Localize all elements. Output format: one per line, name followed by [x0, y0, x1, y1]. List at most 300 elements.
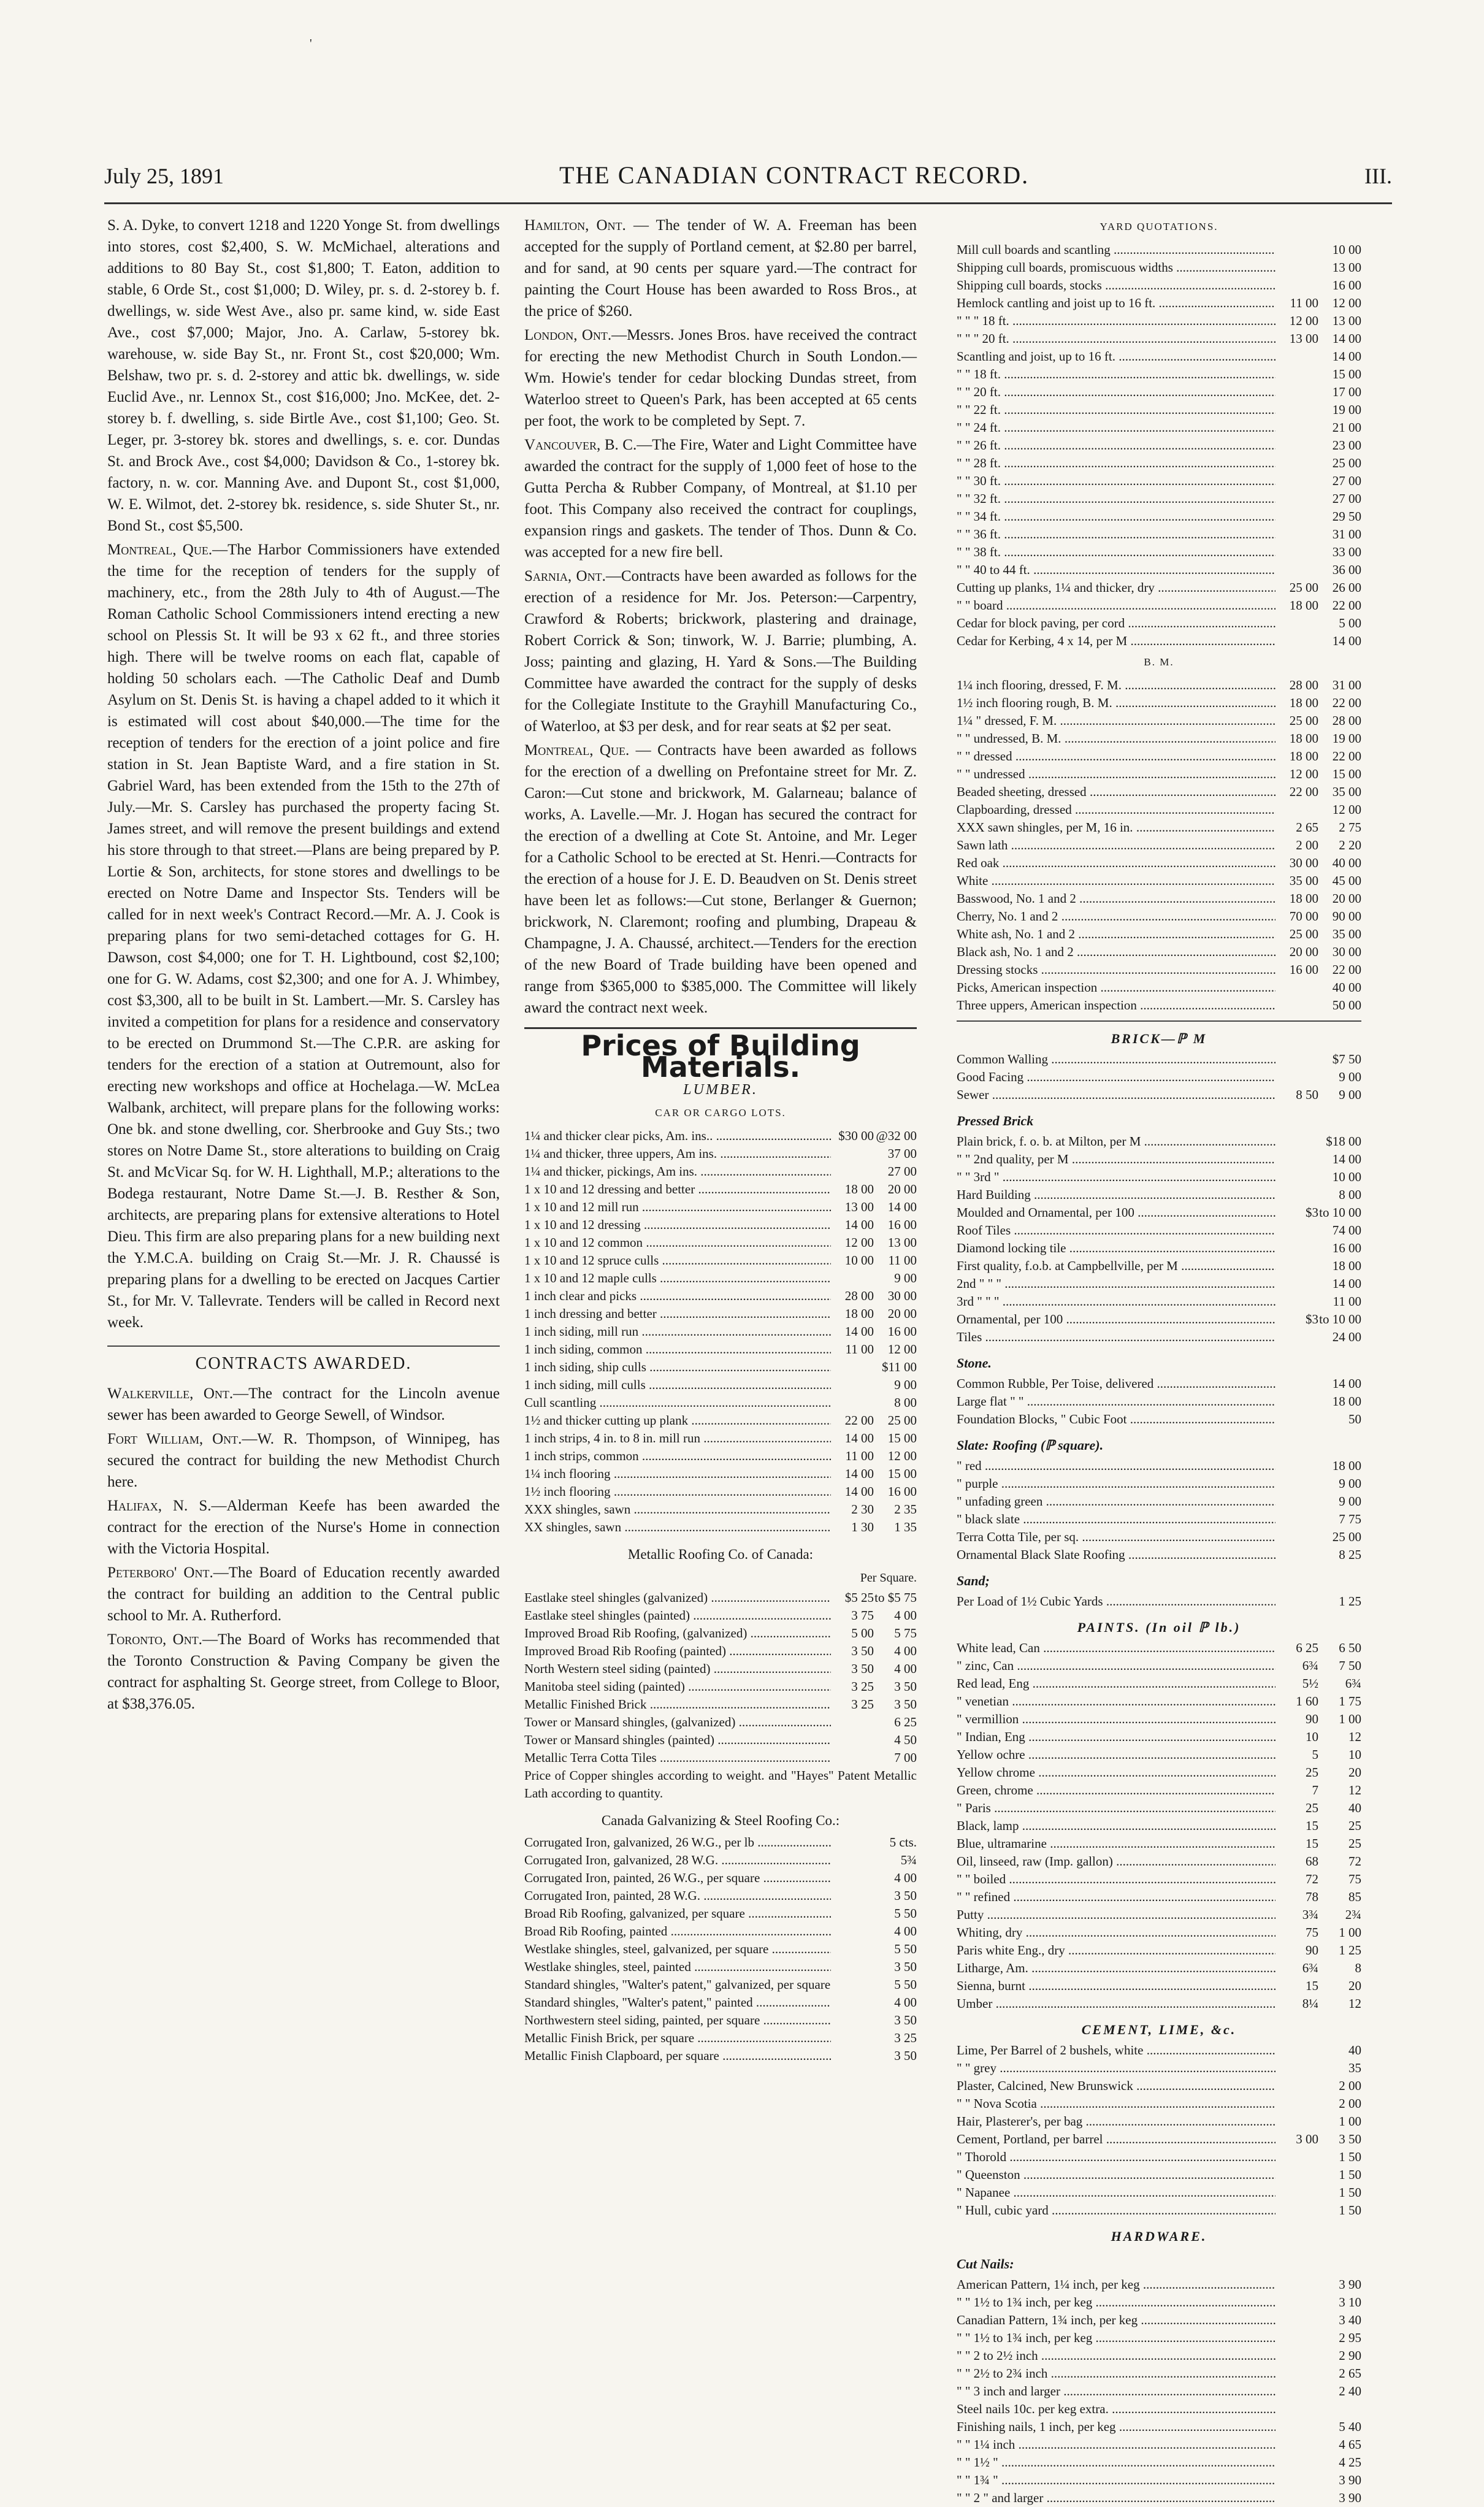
page-number: III.	[1364, 164, 1392, 188]
price-high: 20 00	[887, 1306, 917, 1321]
price-row	[524, 1696, 917, 1713]
price-low	[1276, 1239, 1318, 1257]
price-high: 28 00	[1332, 713, 1361, 728]
dateline: Fort William, Ont.	[107, 1431, 242, 1447]
price-row	[957, 2436, 1361, 2454]
paragraph-text: —The Board of Works has recommended that the Toronto Construction & Paving Company be given the contract for asphalting St. George street, from College to Bloor, at $38,376.05.	[107, 1631, 500, 1712]
price-row	[957, 1311, 1361, 1328]
item-description: " " boiled .....	[957, 1870, 1276, 1888]
price-low: 7	[1312, 1783, 1318, 1797]
item-description: Yellow ochre .....	[957, 1746, 1276, 1764]
item-description: 1¼ and thicker clear picks, Am. ins.. .....	[524, 1127, 831, 1145]
price-low: 22 00	[1289, 784, 1318, 799]
price-low: 5	[1312, 1747, 1318, 1762]
price-high: 27 00	[1332, 473, 1361, 488]
price-row	[957, 1168, 1361, 1186]
galvanizing-heading: Canada Galvanizing & Steel Roofing Co.:	[601, 1813, 840, 1828]
price-row	[957, 1799, 1361, 1817]
price-high: 8 00	[1339, 1187, 1361, 1202]
brick-heading: BRICK—ℙ M	[1111, 1031, 1207, 1046]
price-high: 4 65	[1339, 2437, 1361, 2452]
item-description: " Indian, Eng .....	[957, 1728, 1276, 1746]
price-row	[524, 1412, 917, 1430]
price-row	[957, 961, 1361, 979]
sand-heading: Sand;	[957, 1573, 990, 1588]
price-low: 1 60	[1296, 1694, 1318, 1709]
price-row	[957, 997, 1361, 1014]
price-low	[831, 1358, 874, 1376]
price-high: 25	[1348, 1836, 1361, 1851]
price-row	[957, 579, 1361, 597]
dateline: Toronto, Ont.	[107, 1631, 202, 1648]
price-low: 5 00	[851, 1626, 874, 1640]
price-row	[957, 1239, 1361, 1257]
price-high: 31 00	[1332, 678, 1361, 692]
price-row	[957, 472, 1361, 490]
price-row	[957, 1457, 1361, 1475]
price-low	[1276, 801, 1318, 819]
news-paragraph	[524, 324, 917, 432]
price-high: 40	[1348, 1801, 1361, 1815]
price-high: 22 00	[1332, 962, 1361, 977]
price-high: 9 00	[894, 1271, 917, 1285]
price-high: 15 00	[887, 1431, 917, 1445]
news-paragraph	[107, 1495, 500, 1560]
price-high: 22 00	[1332, 749, 1361, 764]
price-row	[957, 1275, 1361, 1293]
item-description: Metallic Finish Clapboard, per square .....	[524, 2047, 831, 2065]
item-description: " " 2 " and larger .....	[957, 2489, 1276, 2507]
price-high: 26 00	[1332, 580, 1361, 595]
item-description: 1 inch strips, common .....	[524, 1447, 831, 1465]
price-high: 3 90	[1339, 2473, 1361, 2487]
price-low: 3 50	[851, 1644, 874, 1658]
price-row	[957, 454, 1361, 472]
price-high: 22 00	[1332, 598, 1361, 613]
item-description: Westlake shingles, steel, painted .....	[524, 1958, 831, 1976]
price-high: $11 00	[882, 1360, 917, 1374]
issue-date: July 25, 1891	[104, 164, 224, 188]
hardware-heading: HARDWARE.	[1111, 2229, 1207, 2244]
price-high: 7 00	[894, 1750, 917, 1765]
price-high: 14 00	[1332, 633, 1361, 648]
price-row	[957, 1675, 1361, 1693]
price-high: 2 95	[1339, 2330, 1361, 2345]
lumber-heading: LUMBER.	[683, 1082, 758, 1098]
price-row	[957, 890, 1361, 908]
price-low	[1276, 401, 1318, 419]
item-description: " Paris .....	[957, 1799, 1276, 1817]
item-description: Blue, ultramarine .....	[957, 1835, 1276, 1853]
item-description: Cull scantling .....	[524, 1394, 831, 1412]
price-high: 12	[1348, 1783, 1361, 1797]
item-description: " " 22 ft. .....	[957, 401, 1276, 419]
item-description: XXX sawn shingles, per M, 16 in. .....	[957, 819, 1276, 836]
item-description: Eastlake steel shingles (painted) .....	[524, 1607, 831, 1625]
price-row	[957, 1328, 1361, 1346]
price-low: 11 00	[845, 1449, 874, 1463]
item-description: Corrugated Iron, painted, 26 W.G., per square .....	[524, 1869, 831, 1887]
price-low	[1276, 979, 1318, 997]
price-low	[1276, 508, 1318, 526]
price-low	[831, 1976, 874, 1994]
price-high: 2 20	[1339, 838, 1361, 852]
item-description: Corrugated Iron, galvanized, 26 W.G., per lb .....	[524, 1834, 831, 1851]
item-description: Sawn lath .....	[957, 836, 1276, 854]
price-low: 8¼	[1302, 1996, 1318, 2011]
column-1	[107, 215, 500, 1717]
price-high: 1 25	[1339, 1943, 1361, 1958]
item-description: XXX shingles, sawn .....	[524, 1501, 831, 1518]
price-row	[524, 1678, 917, 1696]
price-row	[524, 1447, 917, 1465]
item-description: " " 30 ft. .....	[957, 472, 1276, 490]
price-high: 2 40	[1339, 2384, 1361, 2398]
contracts-awarded-list	[107, 1383, 500, 1715]
price-row	[524, 1607, 917, 1625]
price-high: 4 00	[894, 1661, 917, 1676]
price-row	[957, 241, 1361, 259]
price-high: 8 25	[1339, 1547, 1361, 1562]
price-row	[957, 348, 1361, 366]
news-paragraph	[107, 215, 500, 537]
price-row	[524, 1198, 917, 1216]
item-description: " " undressed .....	[957, 765, 1276, 783]
brick-table	[957, 1051, 1361, 1104]
item-description: " zinc, Can .....	[957, 1657, 1276, 1675]
price-high: 40 00	[1332, 980, 1361, 995]
price-low: 22 00	[844, 1413, 874, 1428]
price-row	[957, 1204, 1361, 1222]
yard-quotations-heading: YARD QUOTATIONS.	[1100, 221, 1218, 232]
price-row	[957, 1942, 1361, 1959]
price-low: 25 00	[1289, 580, 1318, 595]
price-row	[524, 1127, 917, 1145]
item-description: " " 1¼ inch .....	[957, 2436, 1276, 2454]
item-description: 1 inch siding, mill run .....	[524, 1323, 831, 1341]
dateline: Hamilton, Ont.	[524, 217, 626, 234]
price-high: 4 00	[894, 1870, 917, 1885]
price-low: 35 00	[1289, 873, 1318, 888]
price-row	[524, 1905, 917, 1923]
price-row	[957, 2202, 1361, 2219]
price-high: 33 00	[1332, 545, 1361, 559]
price-low	[1276, 2311, 1318, 2329]
price-high: 14 00	[1332, 1152, 1361, 1166]
price-high: 18 00	[1332, 1458, 1361, 1473]
price-row	[957, 979, 1361, 997]
price-row	[957, 1995, 1361, 2013]
item-description: " " 1½ to 1¾ inch, per keg .....	[957, 2329, 1276, 2347]
price-row	[957, 2130, 1361, 2148]
price-low	[831, 1163, 874, 1181]
lumber-subheading: CAR OR CARGO LOTS.	[655, 1107, 786, 1119]
price-row	[957, 383, 1361, 401]
item-description: 1 inch siding, mill culls .....	[524, 1376, 831, 1394]
price-high: 12	[1348, 1996, 1361, 2011]
item-description: 1¼ and thicker, three uppers, Am ins. .....	[524, 1145, 831, 1163]
price-high: 14 00	[1332, 331, 1361, 346]
price-low	[1276, 419, 1318, 437]
item-description: Metallic Finish Brick, per square .....	[524, 2029, 831, 2047]
item-description: Diamond locking tile .....	[957, 1239, 1276, 1257]
slate-heading: Slate: Roofing (ℙ square).	[957, 1437, 1104, 1453]
item-description: Three uppers, American inspection .....	[957, 997, 1276, 1014]
price-row	[957, 543, 1361, 561]
price-high: 22 00	[1332, 695, 1361, 710]
item-description: Corrugated Iron, painted, 28 W.G. .....	[524, 1887, 831, 1905]
item-description: " " " 18 ft. .....	[957, 312, 1276, 330]
item-description: Good Facing .....	[957, 1068, 1276, 1086]
price-high: $18 00	[1326, 1134, 1361, 1149]
price-low: 18 00	[1289, 598, 1318, 613]
price-low: $3	[1306, 1205, 1318, 1220]
price-high: 13 00	[1332, 313, 1361, 328]
price-low	[831, 2011, 874, 2029]
price-high: 3 50	[1339, 2132, 1361, 2146]
price-row	[957, 401, 1361, 419]
item-description: " black slate .....	[957, 1510, 1276, 1528]
price-low: 6¾	[1302, 1961, 1318, 1975]
item-description: Paris white Eng., dry .....	[957, 1942, 1276, 1959]
price-row	[524, 1269, 917, 1287]
per-square-label: Per Square.	[860, 1571, 917, 1585]
price-low: 14 00	[844, 1484, 874, 1499]
price-low	[1276, 2148, 1318, 2166]
price-high: 2 35	[894, 1502, 917, 1517]
item-description: 1½ and thicker cutting up plank .....	[524, 1412, 831, 1430]
price-row	[957, 1393, 1361, 1410]
price-row	[957, 1888, 1361, 1906]
cement-table	[957, 2042, 1361, 2219]
price-low	[1276, 1475, 1318, 1493]
price-high: 1 00	[1339, 2114, 1361, 2129]
price-high: 21 00	[1332, 420, 1361, 435]
price-row	[957, 1853, 1361, 1870]
item-description: 1½ inch flooring .....	[524, 1483, 831, 1501]
price-low: 90	[1306, 1943, 1318, 1958]
item-description: " red .....	[957, 1457, 1276, 1475]
price-high: 10 00	[1332, 242, 1361, 257]
price-high: 90 00	[1332, 909, 1361, 924]
price-row	[524, 1181, 917, 1198]
price-low	[1276, 543, 1318, 561]
price-low	[1276, 2418, 1318, 2436]
news-paragraph	[107, 1383, 500, 1426]
price-high: to 10 00	[1319, 1205, 1361, 1220]
item-description: Cutting up planks, 1¼ and thicker, dry .....	[957, 579, 1276, 597]
price-low	[1276, 1375, 1318, 1393]
stone-table	[957, 1375, 1361, 1428]
price-low	[831, 1923, 874, 1940]
price-low	[1276, 2365, 1318, 2383]
price-row	[957, 2042, 1361, 2059]
price-low: 6 25	[1296, 1640, 1318, 1655]
price-high: 12 00	[887, 1449, 917, 1463]
dateline: Sarnia, Ont.	[524, 568, 606, 584]
price-low	[1276, 366, 1318, 383]
price-low: 68	[1306, 1854, 1318, 1869]
price-high: 6 25	[894, 1715, 917, 1729]
price-row	[524, 1216, 917, 1234]
price-row	[524, 1958, 917, 1976]
price-high: 3 90	[1339, 2490, 1361, 2505]
price-high: 25 00	[1332, 456, 1361, 470]
price-high: 15 00	[887, 1466, 917, 1481]
price-low: 18 00	[1289, 891, 1318, 906]
column-2	[524, 215, 917, 2065]
price-high: 1 50	[1339, 2203, 1361, 2218]
price-row	[957, 1870, 1361, 1888]
price-high: 31 00	[1332, 527, 1361, 542]
sand-table	[957, 1593, 1361, 1610]
item-description: Ornamental, per 100 .....	[957, 1311, 1276, 1328]
item-description: " unfading green .....	[957, 1493, 1276, 1510]
price-low	[1276, 1393, 1318, 1410]
dateline: Walkerville, Ont.	[107, 1385, 234, 1402]
item-description: 1 inch clear and picks .....	[524, 1287, 831, 1305]
item-description: Clapboarding, dressed .....	[957, 801, 1276, 819]
item-description: Green, chrome .....	[957, 1782, 1276, 1799]
item-description: " " 2½ to 2¾ inch .....	[957, 2365, 1276, 2383]
price-low: 25 00	[1289, 713, 1318, 728]
paragraph-text: —The Harbor Commissioners have extended the time for the reception of tenders for the supply of machinery, etc., from the 28th July to 4th of August.—The Roman Catholic School Commissioners intend erecting a new school on Plessis St. It will be 93 x 62 ft., and three stories high. There will be twelve rooms on each flat, capable of holding 50 scholars each. —The Catholic Deaf and Dumb Asylum on St. Denis St. is having a chapel added to it which it is estimated will cost about $40,000.—The time for the reception of tenders for the erection of a joint police and fire station in St. Jean Baptiste Ward, and a fire station in St. Gabriel Ward, has been extended from the 15th to the 27th of July.—Mr. S. Carsley has purchased the property facing St. James street, and will remove the present buildings and extend his store through to that street.—Plans are being prepared by P. Lortie & Son, architects, for stone stores and dwellings to be erected on Notre Dame and Inspector Sts. Tenders will be called for in next week's Contract Record.—Mr. A. J. Cook is preparing plans for two semi-detached cottages for G. H. Dawson, cost $4,000; one for T. H. Lightbound, cost $2,100; one for G. W. Adams, cost $2,300; and one for A. J. Whimbey, cost $3,300, all to be built in St. Lambert.—Mr. S. Carsley has invited a competition for plans for a residence and conservatory to be erected on Drummond St.—The C.P.R. are asking for tenders for the erection of a station at Outremount, also for erecting new workshops and office at Hochelaga.—W. McLea Walbank, architect, will prepare plans for the following works: One bk. and stone dwelling, cor. Sherbrooke and Guy Sts.; two stores on Notre Dame St., store alterations to building on Craig St. and McVicar Sq. for W. H. Lighthall, M.P.; alterations to the Bodega restaurant, Notre Dame St.—J. B. Resther & Son, architects, are preparing plans for extensive alterations to Hotel Dieu. This firm are also preparing plans for a new building next the Y.M.C.A. building on Craig St.—Mr. J. R. Chaussé is preparing plans for a dwelling to be erected on Jacques Cartier St., for Mr. V. Tallevrate. Tenders will be called in Record next week.	[107, 542, 500, 1331]
item-description: Umber .....	[957, 1995, 1276, 2013]
price-row	[524, 1501, 917, 1518]
price-row	[957, 1410, 1361, 1428]
metallic-roofing-table	[524, 1589, 917, 1767]
price-row	[524, 1465, 917, 1483]
price-high: 72	[1348, 1854, 1361, 1869]
cut-nails-table	[957, 2276, 1361, 2507]
price-high: 3 90	[1339, 2277, 1361, 2292]
price-low: 14 00	[844, 1217, 874, 1232]
price-low	[831, 1851, 874, 1869]
price-high: 1 25	[1339, 1594, 1361, 1609]
price-high: 29 50	[1332, 509, 1361, 524]
price-row	[957, 1186, 1361, 1204]
item-description: Common Walling .....	[957, 1051, 1276, 1068]
price-low: 3 00	[1296, 2132, 1318, 2146]
price-low: 70 00	[1289, 909, 1318, 924]
price-low	[831, 1749, 874, 1767]
price-low	[831, 1834, 874, 1851]
price-row	[524, 1940, 917, 1958]
price-low: 25	[1306, 1801, 1318, 1815]
price-low: 25	[1306, 1765, 1318, 1780]
price-low	[1276, 437, 1318, 454]
item-description: 1 inch siding, ship culls .....	[524, 1358, 831, 1376]
price-row	[524, 1749, 917, 1767]
item-description: " Napanee .....	[957, 2184, 1276, 2202]
price-high: 2 75	[1339, 820, 1361, 835]
price-row	[957, 1639, 1361, 1657]
price-high: 5 40	[1339, 2419, 1361, 2434]
item-description: Sewer .....	[957, 1086, 1276, 1104]
item-description: " " 3 inch and larger .....	[957, 2383, 1276, 2400]
dateline: Montreal, Que.	[524, 742, 630, 759]
price-low: 25 00	[1289, 927, 1318, 941]
price-high: 14 00	[887, 1200, 917, 1214]
price-low	[1276, 348, 1318, 366]
price-low	[1276, 2042, 1318, 2059]
price-low: 2 30	[851, 1502, 874, 1517]
item-description: Canadian Pattern, 1¾ inch, per keg .....	[957, 2311, 1276, 2329]
price-row	[524, 1923, 917, 1940]
price-row	[957, 1375, 1361, 1393]
price-high: 3 50	[894, 1888, 917, 1903]
price-low	[1276, 1051, 1318, 1068]
item-description: White ash, No. 1 and 2 .....	[957, 925, 1276, 943]
item-description: Black, lamp .....	[957, 1817, 1276, 1835]
price-high: 16 00	[887, 1324, 917, 1339]
divider	[957, 1020, 1361, 1022]
item-description: Plain brick, f. o. b. at Milton, per M .....	[957, 1133, 1276, 1150]
paragraph-text: —The Board of Education recently awarded the contract for building an addition to the Central public school to Mr. A. Rutherford.	[107, 1564, 500, 1624]
price-high: 24 00	[1332, 1330, 1361, 1344]
price-low	[1276, 259, 1318, 277]
item-description: Red lead, Eng .....	[957, 1675, 1276, 1693]
price-low: $5 25	[844, 1590, 874, 1605]
price-row	[957, 259, 1361, 277]
price-row	[524, 2047, 917, 2065]
price-row	[957, 2113, 1361, 2130]
price-high: 8 00	[894, 1395, 917, 1410]
item-description: 1¼ and thicker, pickings, Am ins. .....	[524, 1163, 831, 1181]
price-high: 35 00	[1332, 927, 1361, 941]
price-row	[957, 801, 1361, 819]
price-high: 4 00	[894, 1608, 917, 1623]
price-low	[831, 2029, 874, 2047]
item-description: " " " 20 ft. .....	[957, 330, 1276, 348]
price-low	[1276, 2077, 1318, 2095]
price-high: to 10 00	[1319, 1312, 1361, 1326]
price-row	[957, 676, 1361, 694]
item-description: Plaster, Calcined, New Brunswick .....	[957, 2077, 1276, 2095]
item-description: " Queenston .....	[957, 2166, 1276, 2184]
price-row	[957, 1051, 1361, 1068]
price-row	[957, 1710, 1361, 1728]
item-description: " Hull, cubic yard .....	[957, 2202, 1276, 2219]
price-high: 7 75	[1339, 1512, 1361, 1526]
price-high: 20	[1348, 1978, 1361, 1993]
price-high: 2 90	[1339, 2348, 1361, 2363]
price-low: 6¾	[1302, 1658, 1318, 1673]
column-2-news	[524, 215, 917, 1019]
item-description: 1 inch strips, 4 in. to 8 in. mill run .....	[524, 1430, 831, 1447]
price-high: 14 00	[1332, 1276, 1361, 1291]
price-low: 78	[1306, 1889, 1318, 1904]
item-description: 1 inch siding, common .....	[524, 1341, 831, 1358]
price-row	[524, 1163, 917, 1181]
price-low	[1276, 241, 1318, 259]
item-description: Tiles .....	[957, 1328, 1276, 1346]
price-high: 35 00	[1332, 784, 1361, 799]
price-row	[524, 1234, 917, 1252]
item-description: Mill cull boards and scantling .....	[957, 241, 1276, 259]
price-row	[957, 614, 1361, 632]
price-row	[524, 1660, 917, 1678]
price-low: 14 00	[844, 1431, 874, 1445]
item-description: " " 3rd " .....	[957, 1168, 1276, 1186]
price-row	[957, 1817, 1361, 1835]
price-high: 12 00	[1332, 802, 1361, 817]
price-low	[1276, 2059, 1318, 2077]
news-paragraph	[107, 539, 500, 1333]
item-description: " " 1½ to 1¾ inch, per keg .....	[957, 2294, 1276, 2311]
price-high: 1 00	[1339, 1925, 1361, 1940]
item-description: Scantling and joist, up to 16 ft. .....	[957, 348, 1276, 366]
